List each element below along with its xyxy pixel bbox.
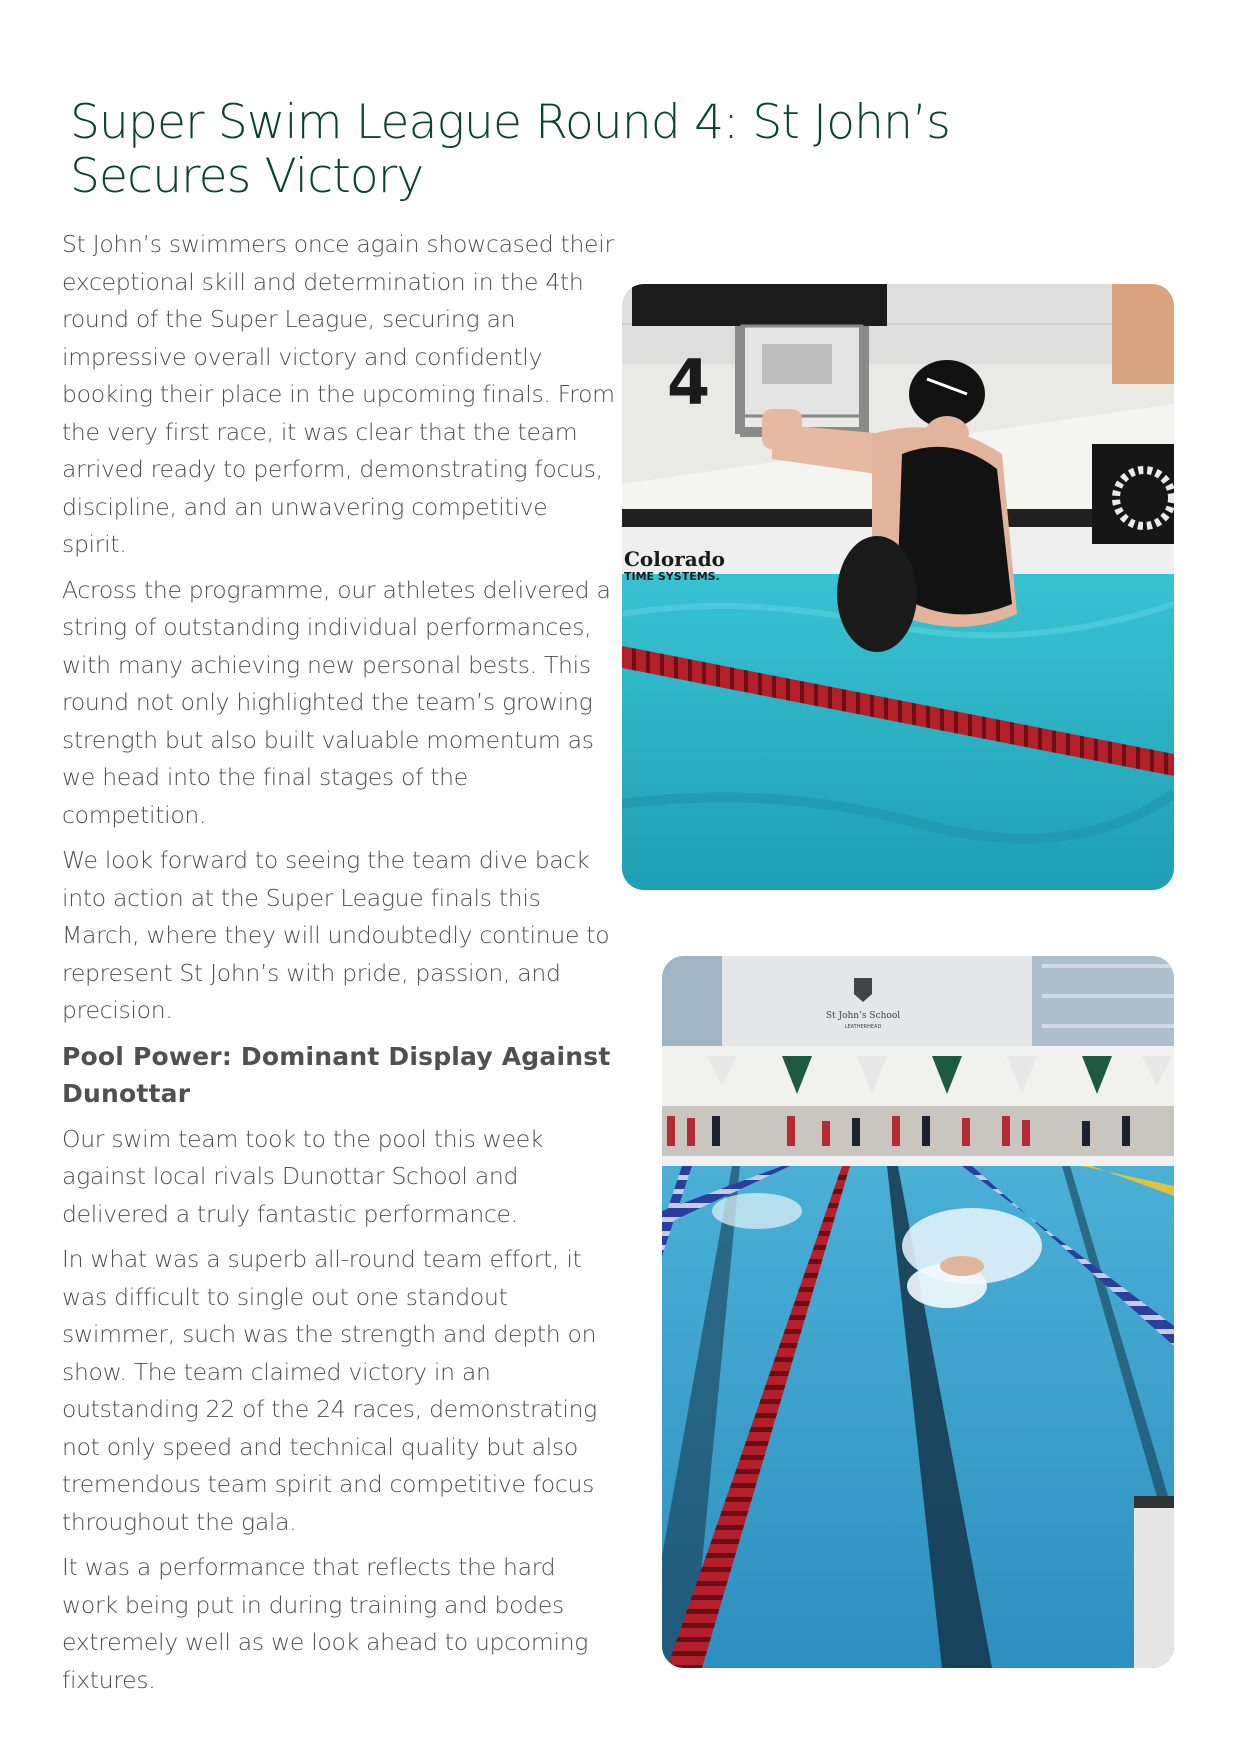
lane-number: 4 (667, 346, 711, 419)
article-paragraph: Our swim team took to the pool this week against local rivals Dunottar School and delivered a truly fantastic performance. (62, 1124, 544, 1228)
article-title: Super Swim League Round 4: St John’s Secures Victory (70, 95, 950, 204)
article-paragraph: In what was a superb all-round team effort, it was difficult to single out one standout swimmer, such was the strength and depth on show. The team claimed victory in an outstanding 22 of the 24 races, demonstrating not only speed and technical quality but also tremendous team spirit and competitive focus throughout the gala. (62, 1245, 597, 1536)
section-heading: Pool Power: Dominant Display Against Dunottar (62, 1041, 611, 1108)
article-paragraph: Across the programme, our athletes delivered a string of outstanding individual performances, with many achieving new personal bests. This round not only highlighted the team’s growing strength but also built valuable momentum as we head into the final stages of the competition. (62, 575, 611, 829)
brand-subtitle: TIME SYSTEMS. (624, 570, 720, 583)
wall-sign-name: St John’s School (825, 1011, 901, 1021)
swimmer-start-photo (622, 284, 1174, 890)
article-paragraph: We look forward to seeing the team dive back into action at the Super League finals this March, where they will undoubtedly continue to represent St John’s with pride, passion, and precision. (62, 846, 610, 1024)
article-paragraph: St John’s swimmers once again showcased their exceptional skill and determination in the 4th round of the Super League, securing an impressive overall victory and confidently booking their place in the upcoming finals. From the very first race, it was clear that the team arrived ready to perform, demonstrating focus, discipline, and an unwavering competitive spirit. (62, 230, 615, 558)
wall-sign-location: LEATHERHEAD (844, 1024, 882, 1030)
brand-name: Colorado (624, 547, 726, 571)
article-text-column (62, 226, 617, 1707)
pool-race-photo (662, 956, 1174, 1668)
article-paragraph: It was a performance that reflects the hard work being put in during training and bodes extremely well as we look ahead to upcoming fixtures. (62, 1553, 589, 1694)
